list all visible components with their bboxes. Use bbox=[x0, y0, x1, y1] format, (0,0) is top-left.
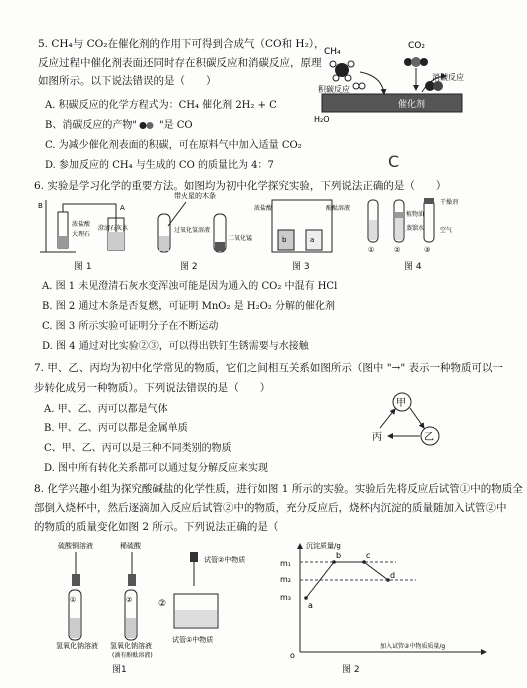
q8-point-c-mark bbox=[362, 560, 366, 564]
fig3-acid: 浓盐酸 bbox=[254, 205, 273, 212]
q8-stem-line3: 的物质的质量变化如图 2 所示。下列说法正确的是（ bbox=[34, 521, 279, 533]
ch4-label: CH₄ bbox=[324, 47, 341, 57]
q8-fig1-caption: 图1 bbox=[112, 665, 127, 675]
q5-option-b[interactable] bbox=[45, 119, 193, 132]
q7-stem-line2: 步转化成另一种物质）。下列说法错误的是（ ） bbox=[34, 382, 271, 394]
fig2-top: 带火星的木条 bbox=[174, 192, 216, 200]
q8-point-a-mark bbox=[304, 596, 308, 600]
fig2-h2o2: 过氧化氢溶液 bbox=[174, 227, 211, 234]
right-reaction-label: 消碳反应 bbox=[432, 73, 464, 82]
q8-circle2: ② bbox=[158, 599, 167, 609]
q8-fig2-chart bbox=[276, 536, 496, 660]
q8-tube1: 氢氧化钠溶液 bbox=[56, 642, 98, 650]
q6-fig3-caption: 图 3 bbox=[292, 262, 310, 272]
catalyst-label: 催化剂 bbox=[398, 100, 426, 110]
q8-m1: m₁ bbox=[280, 559, 291, 568]
q5-option-b-tail: "是 CO bbox=[158, 120, 193, 131]
left-reaction-label: 积碳反应 bbox=[318, 85, 350, 94]
q6-option-d[interactable]: D. 图 4 通过对比实验②③，可以得出铁钉生锈需要与水接触 bbox=[42, 341, 309, 352]
q8-stem-line1: 8. 化学兴趣小组为探究酸碱盐的化学性质，进行如图 1 所示的实验。实验后先将反应后试管①中的物质全 bbox=[34, 483, 523, 495]
q7-jia: 甲 bbox=[396, 398, 406, 409]
fig4-num2: ② bbox=[394, 246, 401, 254]
q7-yi: 乙 bbox=[424, 432, 434, 443]
q6-fig1 bbox=[36, 196, 136, 256]
q6-stem: 6. 实验是学习化学的重要方法。如图均为初中化学探究实验，下列说法正确的是（ ） bbox=[34, 180, 447, 192]
q7-option-c[interactable]: C、甲、乙、丙可以是三种不同类别的物质 bbox=[44, 443, 232, 454]
fig1-label-a: A bbox=[120, 204, 125, 212]
q7-option-a[interactable]: A. 甲、乙、丙可以都是气体 bbox=[44, 404, 168, 415]
q8-tube2-note: (滴有酚酞溶液) bbox=[112, 652, 153, 659]
q6-fig4 bbox=[356, 192, 488, 256]
fig4-dry: 干燥剂 bbox=[440, 199, 459, 206]
q5-handwritten-answer: C bbox=[388, 152, 400, 171]
q8-point-b-mark bbox=[332, 560, 336, 564]
q5-option-a[interactable]: A. 积碳反应的化学方程式为：CH₄ 催化剂 2H₂ + C bbox=[45, 100, 277, 111]
fig3-phen: 酚酞溶液 bbox=[326, 205, 351, 212]
q8-stem-line2: 部倒入烧杯中，然后逐滴加入反应后试管②中的物质，充分反应后，烧杯内沉淀的质量随加入试管②中 bbox=[34, 502, 507, 514]
q8-tube2: 氢氧化钠溶液 bbox=[110, 642, 152, 650]
co-molecule-icon bbox=[137, 121, 159, 130]
q6-fig2 bbox=[146, 190, 253, 256]
fig1-lime: 澄清石灰水 bbox=[98, 225, 129, 232]
fig2-mno2: 二氧化锰 bbox=[228, 235, 253, 242]
q8-beaker-label: 试管①中物质 bbox=[172, 636, 214, 644]
q7-stem-line1: 7. 甲、乙、丙均为初中化学常见的物质，它们之间相互关系如图所示（图中 "→" 表示一种物质可以一 bbox=[34, 362, 503, 374]
q6-fig1-caption: 图 1 bbox=[74, 262, 92, 272]
fig4-air: 空气 bbox=[440, 227, 453, 234]
fig3-a: a bbox=[310, 236, 315, 244]
q8-m3: m₃ bbox=[280, 593, 291, 602]
q7-option-d[interactable]: D. 图中所有转化关系都可以通过复分解反应来实现 bbox=[44, 463, 269, 474]
q8-xlabel: 加入试管②中物质质量/g bbox=[380, 643, 446, 650]
fig4-num1: ① bbox=[368, 246, 375, 254]
q8-point-c: c bbox=[366, 551, 371, 560]
q6-option-c[interactable]: C. 图 3 所示实验可证明分子在不断运动 bbox=[42, 321, 219, 332]
q6-fig2-caption: 图 2 bbox=[180, 262, 198, 272]
co2-label: CO₂ bbox=[408, 41, 425, 51]
q6-option-b[interactable]: B. 图 2 通过木条是否复燃，可证明 MnO₂ 是 H₂O₂ 分解的催化剂 bbox=[42, 301, 335, 312]
q8-point-a: a bbox=[308, 601, 313, 610]
fig4-water: 蒸馏水 bbox=[406, 225, 425, 232]
q7-bing: 丙 bbox=[372, 432, 382, 443]
q7-option-b[interactable]: B. 甲、乙、丙可以都是金属单质 bbox=[44, 423, 188, 434]
q6-fig4-caption: 图 4 bbox=[404, 262, 422, 272]
q8-m2: m₂ bbox=[280, 575, 291, 584]
fig1-acid: 浓盐酸 bbox=[72, 221, 91, 228]
q6-option-a[interactable]: A. 图 1 未见澄清石灰水变浑浊可能是因为通入的 CO₂ 中混有 HCl bbox=[42, 281, 338, 292]
q8-fig2-caption: 图 2 bbox=[342, 665, 360, 675]
h2-label: H₂O bbox=[314, 115, 330, 124]
q8-reagent1: 硫酸铜溶液 bbox=[58, 542, 93, 550]
q8-dropper-label: 试管②中物质 bbox=[204, 556, 246, 564]
q5-stem-line1: 5. CH₄与 CO₂在催化剂的作用下可得到合成气（CO和 H₂）， bbox=[38, 38, 325, 50]
q8-num1: ① bbox=[70, 596, 77, 604]
q5-stem-line3: 如图所示。以下说法错误的是（ ） bbox=[38, 75, 217, 87]
fig3-b: b bbox=[282, 236, 287, 244]
q8-point-d: d bbox=[390, 571, 396, 580]
fig4-num3: ③ bbox=[424, 246, 431, 254]
q5-catalyst-diagram bbox=[312, 36, 482, 126]
q7-triangle-diagram bbox=[360, 392, 460, 450]
fig1-marble: 大理石 bbox=[72, 231, 91, 238]
q8-ylabel: 沉淀质量/g bbox=[306, 542, 341, 550]
fig1-label-b: B bbox=[38, 202, 43, 210]
q8-fig1 bbox=[54, 538, 264, 658]
q5-option-d[interactable]: D. 参加反应的 CH₄ 与生成的 CO 的质量比为 4：7 bbox=[45, 160, 274, 171]
q5-option-b-text: B、消碳反应的产物" bbox=[45, 120, 137, 131]
q8-point-b: b bbox=[336, 551, 342, 560]
q5-stem-line2: 反应过程中催化剂表面还同时存在积碳反应和消碳反应，原理 bbox=[38, 57, 322, 69]
catalyst-bar bbox=[322, 94, 462, 112]
q8-origin: o bbox=[290, 651, 295, 660]
fig4-oil: 植物油 bbox=[406, 211, 425, 218]
q8-reagent2: 稀硫酸 bbox=[120, 542, 141, 550]
q6-fig3 bbox=[254, 196, 350, 256]
q5-option-c[interactable]: C. 为减少催化剂表面的积碳，可在原料气中加入适量 CO₂ bbox=[45, 140, 302, 151]
q8-num2: ② bbox=[126, 596, 133, 604]
